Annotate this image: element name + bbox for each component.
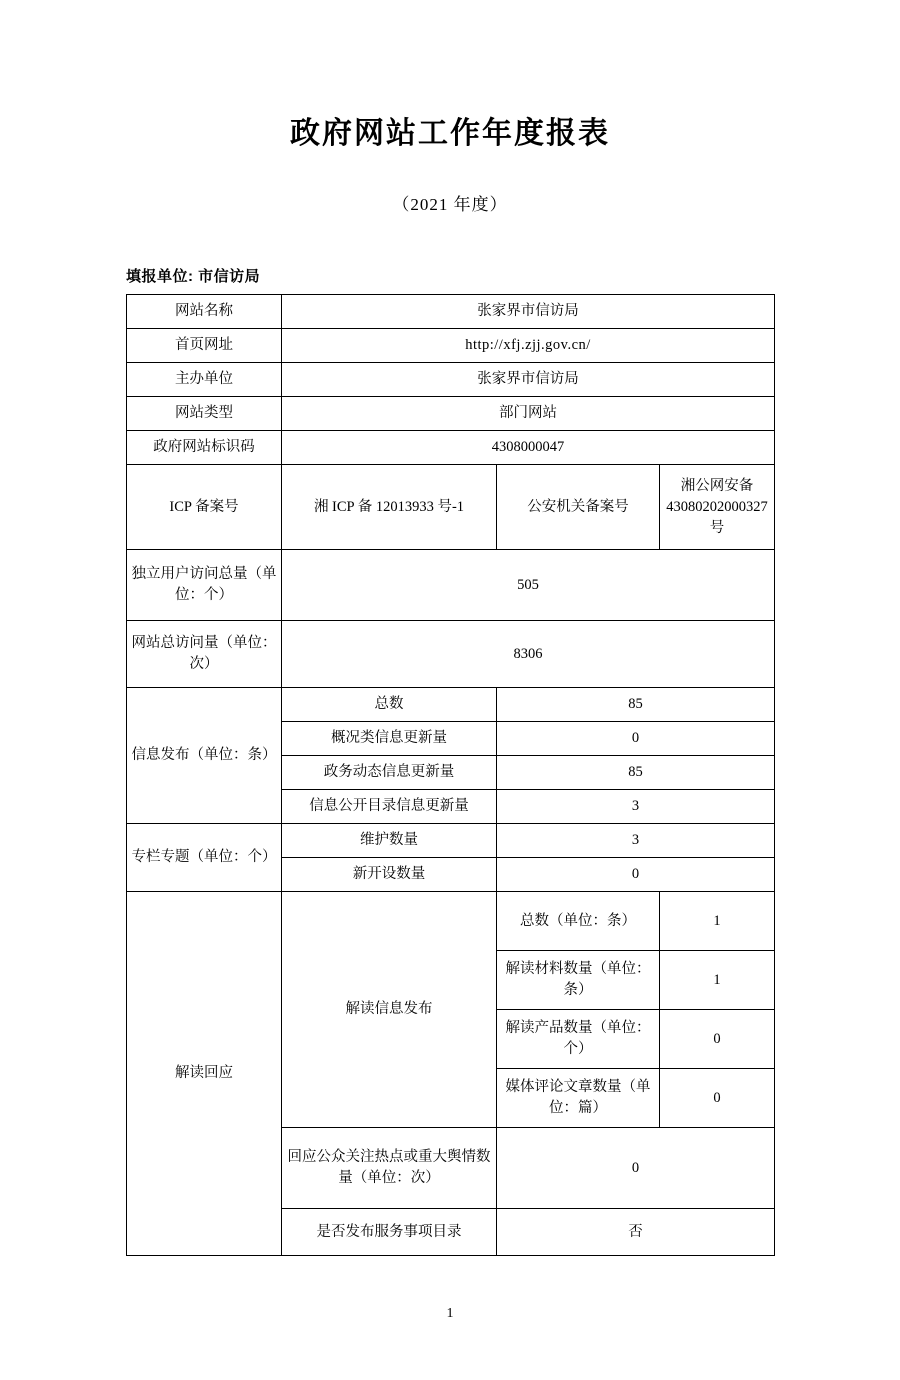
sponsor-value: 张家界市信访局 bbox=[282, 363, 775, 397]
hotspot-label: 回应公众关注热点或重大舆情数量（单位：次） bbox=[282, 1128, 497, 1209]
homepage-value: http://xfj.zjj.gov.cn/ bbox=[282, 329, 775, 363]
column-topic-item-value: 0 bbox=[497, 858, 775, 892]
icp-value: 湘 ICP 备 12013933 号-1 bbox=[282, 465, 497, 550]
table-row bbox=[127, 550, 775, 621]
service-catalog-value: 否 bbox=[497, 1209, 775, 1256]
site-code-value: 4308000047 bbox=[282, 431, 775, 465]
table-row bbox=[127, 363, 775, 397]
table-row bbox=[127, 465, 775, 550]
table-row bbox=[127, 824, 775, 858]
table-row bbox=[127, 295, 775, 329]
interpretation-item-value: 1 bbox=[660, 951, 775, 1010]
unique-visitors-value: 505 bbox=[282, 550, 775, 621]
info-publish-item-name: 政务动态信息更新量 bbox=[282, 756, 497, 790]
interpretation-item-value: 1 bbox=[660, 892, 775, 951]
info-publish-item-value: 0 bbox=[497, 722, 775, 756]
interpretation-item-name: 媒体评论文章数量（单位：篇） bbox=[497, 1069, 660, 1128]
interpretation-item-value: 0 bbox=[660, 1069, 775, 1128]
site-name-value: 张家界市信访局 bbox=[282, 295, 775, 329]
interpretation-item-name: 总数（单位：条） bbox=[497, 892, 660, 951]
table-row bbox=[127, 329, 775, 363]
annual-report-table bbox=[126, 294, 775, 1256]
column-topic-label: 专栏专题（单位：个） bbox=[127, 824, 282, 892]
police-record-value: 湘公网安备 43080202000327 号 bbox=[660, 465, 775, 550]
table-row bbox=[127, 397, 775, 431]
document-page bbox=[0, 108, 900, 1380]
page-title: 政府网站工作年度报表 bbox=[290, 117, 610, 150]
column-topic-item-value: 3 bbox=[497, 824, 775, 858]
sponsor-label: 主办单位 bbox=[127, 363, 282, 397]
info-publish-item-value: 85 bbox=[497, 688, 775, 722]
info-publish-item-name: 信息公开目录信息更新量 bbox=[282, 790, 497, 824]
interpretation-item-value: 0 bbox=[660, 1010, 775, 1069]
site-type-value: 部门网站 bbox=[282, 397, 775, 431]
column-topic-item-name: 新开设数量 bbox=[282, 858, 497, 892]
table-row bbox=[127, 892, 775, 951]
info-publish-item-value: 3 bbox=[497, 790, 775, 824]
site-name-label: 网站名称 bbox=[127, 295, 282, 329]
column-topic-item-name: 维护数量 bbox=[282, 824, 497, 858]
unique-visitors-label: 独立用户访问总量（单位：个） bbox=[127, 550, 282, 621]
service-catalog-label: 是否发布服务事项目录 bbox=[282, 1209, 497, 1256]
icp-label: ICP 备案号 bbox=[127, 465, 282, 550]
info-publish-label: 信息发布（单位：条） bbox=[127, 688, 282, 824]
interpretation-label: 解读回应 bbox=[127, 892, 282, 1256]
total-visits-label: 网站总访问量（单位：次） bbox=[127, 621, 282, 688]
page-subtitle: （2021 年度） bbox=[392, 195, 508, 214]
table-row bbox=[127, 621, 775, 688]
hotspot-value: 0 bbox=[497, 1128, 775, 1209]
info-publish-item-value: 85 bbox=[497, 756, 775, 790]
table-row bbox=[127, 431, 775, 465]
interpretation-item-name: 解读产品数量（单位：个） bbox=[497, 1010, 660, 1069]
interpretation-publish-label: 解读信息发布 bbox=[282, 892, 497, 1128]
info-publish-item-name: 总数 bbox=[282, 688, 497, 722]
interpretation-item-name: 解读材料数量（单位：条） bbox=[497, 951, 660, 1010]
filler-unit-label: 填报单位: 市信访局 bbox=[126, 268, 261, 285]
table-row bbox=[127, 688, 775, 722]
page-number: 1 bbox=[446, 1306, 454, 1321]
total-visits-value: 8306 bbox=[282, 621, 775, 688]
site-type-label: 网站类型 bbox=[127, 397, 282, 431]
police-record-label: 公安机关备案号 bbox=[497, 465, 660, 550]
info-publish-item-name: 概况类信息更新量 bbox=[282, 722, 497, 756]
homepage-label: 首页网址 bbox=[127, 329, 282, 363]
site-code-label: 政府网站标识码 bbox=[127, 431, 282, 465]
